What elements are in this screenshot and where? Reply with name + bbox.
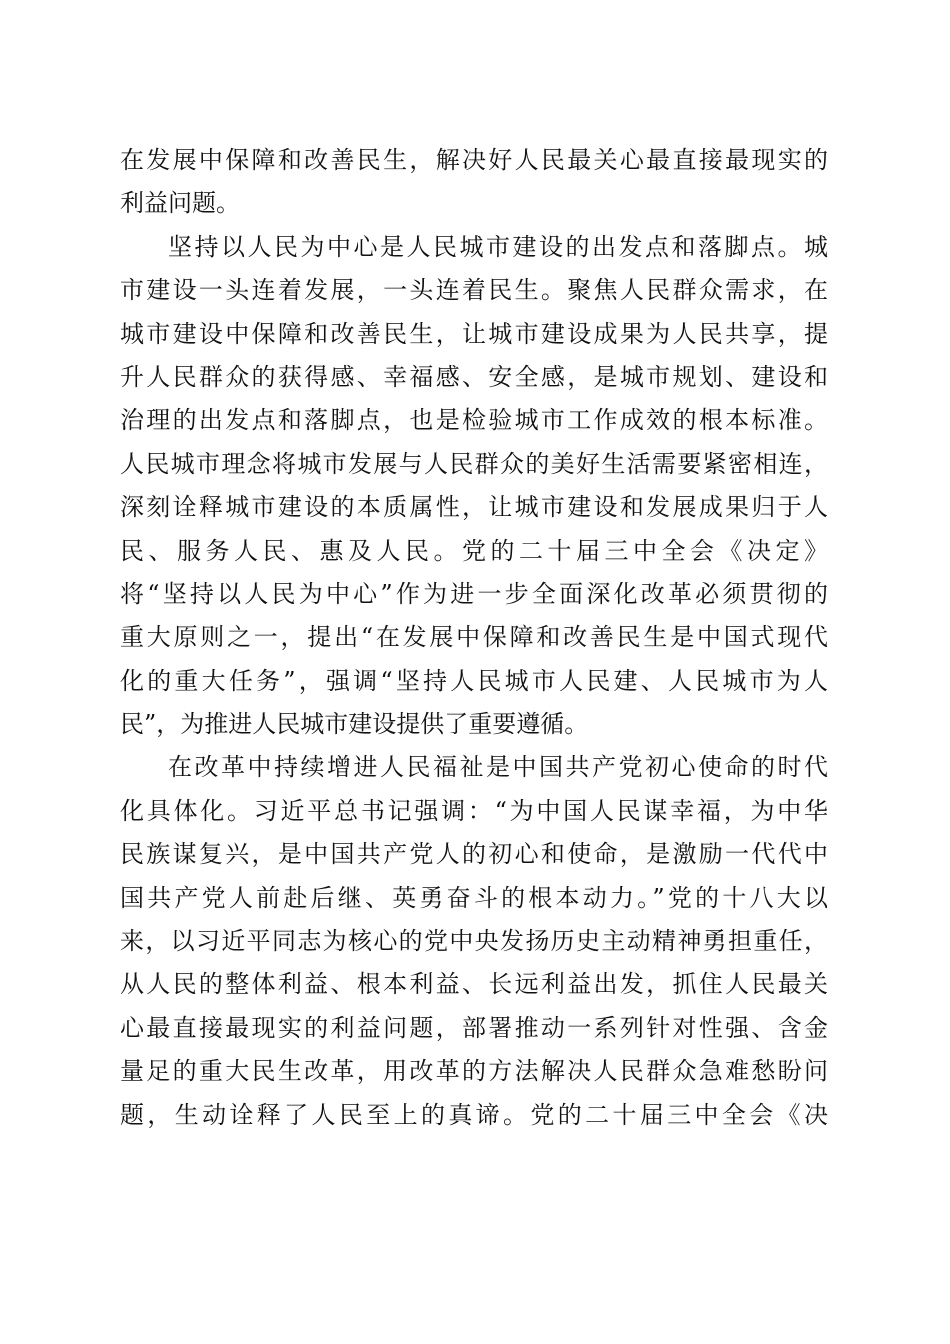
text-line: 利益问题。: [120, 189, 240, 218]
text-line: 人民城市理念将城市发展与人民群众的美好生活需要紧密相连，: [120, 449, 828, 478]
paragraph-3: [120, 746, 828, 1137]
paragraph-1: [120, 139, 828, 226]
text-line: 民”，为推进人民城市建设提供了重要遵循。: [120, 710, 589, 739]
text-line: 治理的出发点和落脚点，也是检验城市工作成效的根本标准。: [120, 406, 828, 435]
text-line: 民、服务人民、惠及人民。党的二十届三中全会《决定》: [120, 536, 828, 565]
text-line: 从人民的整体利益、根本利益、长远利益出发，抓住人民最关: [120, 970, 828, 999]
text-line: 坚持以人民为中心是人民城市建设的出发点和落脚点。城: [168, 232, 828, 261]
text-line: 升人民群众的获得感、幸福感、安全感，是城市规划、建设和: [120, 362, 828, 391]
text-line: 重大原则之一，提出“在发展中保障和改善民生是中国式现代: [120, 623, 828, 652]
text-line: 题，生动诠释了人民至上的真谛。党的二十届三中全会《决: [120, 1100, 828, 1129]
text-line: 深刻诠释城市建设的本质属性，让城市建设和发展成果归于人: [120, 493, 828, 522]
paragraph-2: [120, 226, 828, 747]
text-line: 化的重大任务”，强调“坚持人民城市人民建、人民城市为人: [120, 666, 828, 695]
text-line: 民族谋复兴，是中国共产党人的初心和使命，是激励一代代中: [120, 840, 828, 869]
text-line: 量足的重大民生改革，用改革的方法解决人民群众急难愁盼问: [120, 1057, 828, 1086]
text-line: 化具体化。习近平总书记强调：“为中国人民谋幸福，为中华: [120, 796, 828, 825]
text-line: 国共产党人前赴后继、英勇奋斗的根本动力。”党的十八大以: [120, 883, 828, 912]
text-line: 心最直接最现实的利益问题，部署推动一系列针对性强、含金: [120, 1013, 828, 1042]
text-line: 市建设一头连着发展，一头连着民生。聚焦人民群众需求，在: [120, 276, 828, 305]
text-line: 来，以习近平同志为核心的党中央发扬历史主动精神勇担重任，: [120, 927, 828, 956]
text-line: 将“坚持以人民为中心”作为进一步全面深化改革必须贯彻的: [120, 579, 828, 608]
text-line: 在发展中保障和改善民生，解决好人民最关心最直接最现实的: [120, 146, 828, 174]
text-line: 城市建设中保障和改善民生，让城市建设成果为人民共享，提: [120, 319, 828, 348]
text-line: 在改革中持续增进人民福祉是中国共产党初心使命的时代: [168, 753, 828, 782]
body-text: [120, 139, 828, 1137]
